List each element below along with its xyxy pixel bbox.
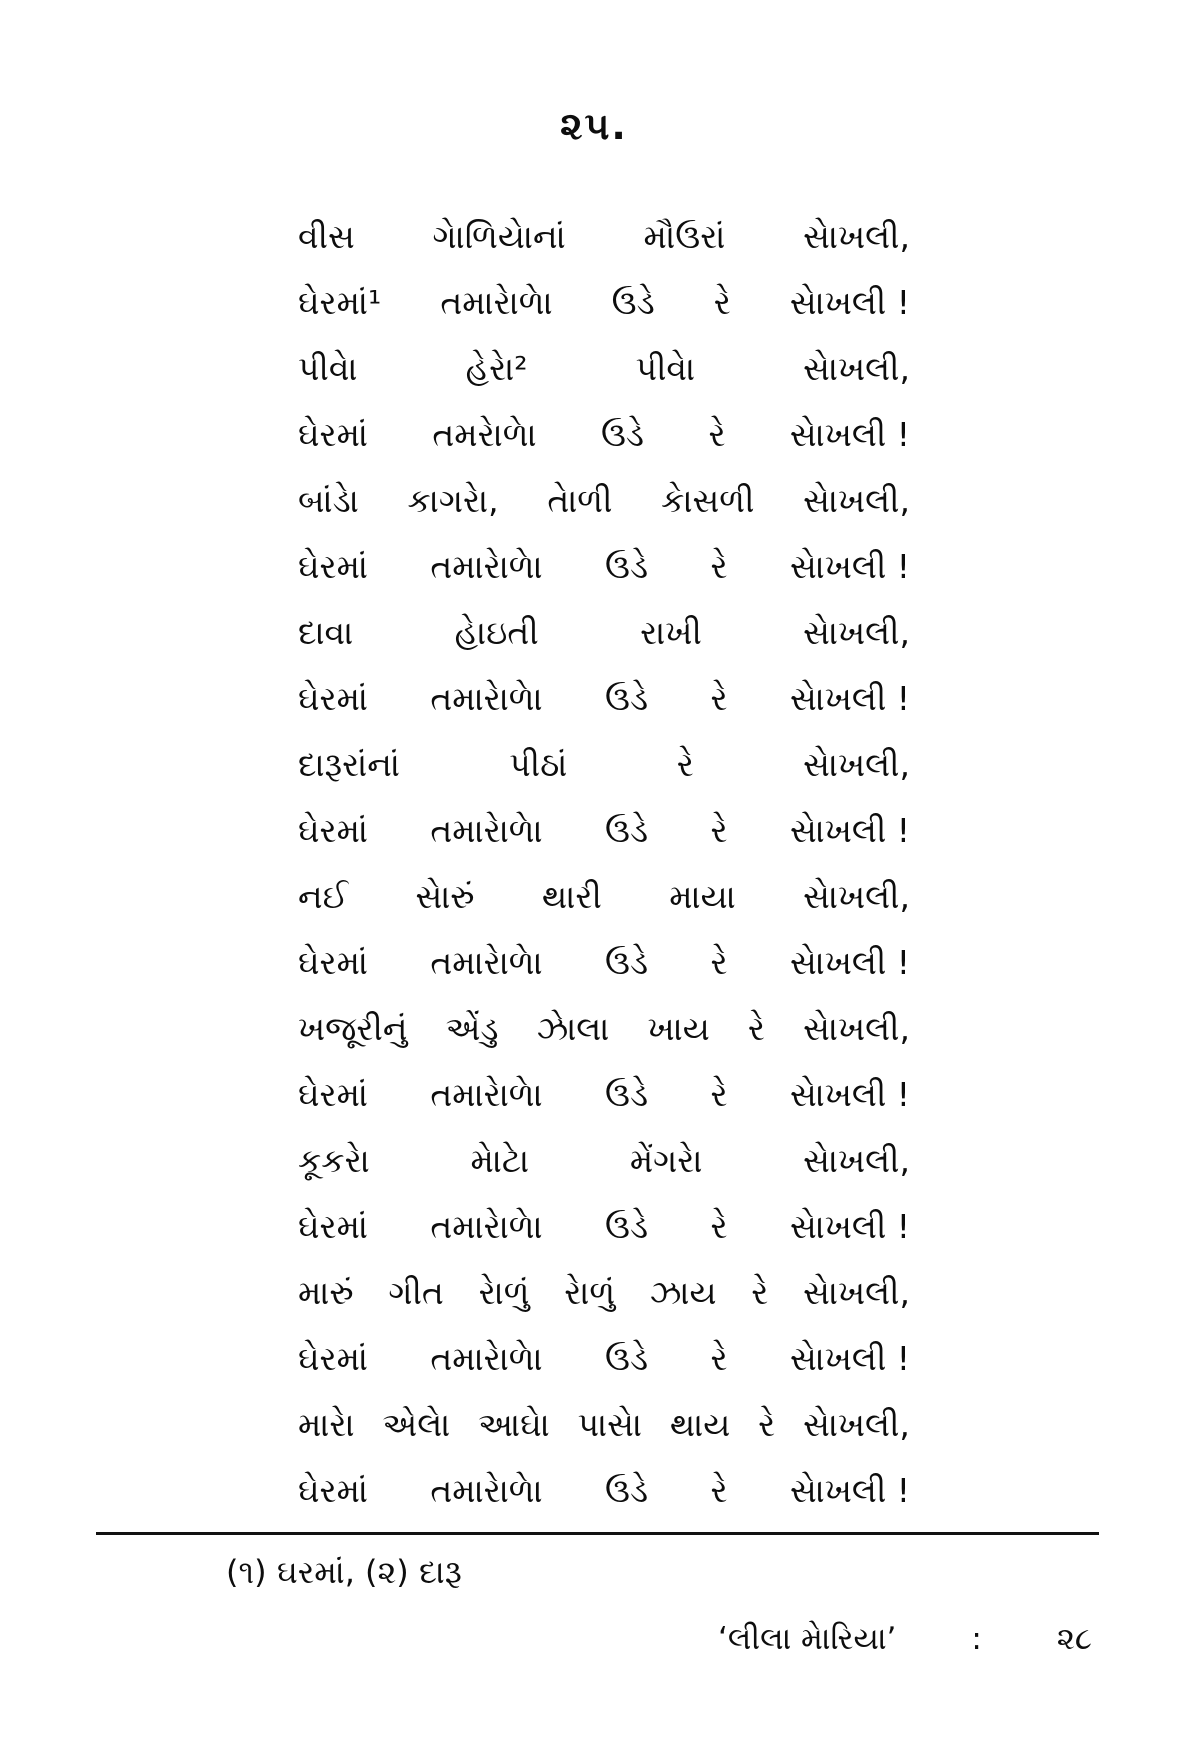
verse-word: કૂકરેા <box>298 1141 370 1180</box>
verse-word: રે <box>708 415 726 454</box>
verse-word: ખજૂરીનું <box>298 1009 408 1048</box>
verse-word: સેાખલી, <box>803 745 910 784</box>
verse-word: એંડુ <box>445 1009 499 1048</box>
verse-word: દાવા <box>298 613 354 652</box>
verse-word: ઘેરમાં¹ <box>298 283 382 322</box>
verse-line <box>298 270 910 336</box>
verse-line <box>298 1128 910 1194</box>
source-page-number: ૨૮ <box>1056 1621 1092 1657</box>
verse-line <box>298 1194 910 1260</box>
verse-word: સેાખલી ! <box>789 415 910 454</box>
verse-word: મેાટેા <box>470 1141 530 1180</box>
verse-word: તમારેાળેા <box>430 1471 543 1510</box>
verse-word: સેાખલી, <box>803 1141 910 1180</box>
verse-line <box>298 996 910 1062</box>
verse-word: સેાખલી ! <box>789 1339 910 1378</box>
verse-word: આઘેા <box>478 1405 550 1444</box>
verse-word: ઉડે <box>605 1207 649 1246</box>
source-separator: : <box>971 1621 982 1657</box>
verse-word: ઘેરમાં <box>298 1207 368 1246</box>
verse-line <box>298 1392 910 1458</box>
verse-line <box>298 534 910 600</box>
verse-word: વીસ <box>298 217 355 256</box>
verse-word: ઘેરમાં <box>298 1075 368 1114</box>
verse-line <box>298 1062 910 1128</box>
footnote: (૧) ઘરમાં, (૨) દારૂ <box>226 1553 462 1591</box>
verse-line <box>298 204 910 270</box>
verse-word: ખાય <box>647 1009 710 1048</box>
verse-word: સેારું <box>415 877 475 916</box>
verse-line <box>298 864 910 930</box>
verse-word: રે <box>710 1339 728 1378</box>
verse-word: ઉડે <box>605 811 649 850</box>
verse-word: તમારેાળેા <box>430 1339 543 1378</box>
verse-word: રેાળું <box>478 1273 530 1312</box>
verse-word: ગેાળિયેાનાં <box>432 217 566 256</box>
verse-word: તમારેાળેા <box>430 679 543 718</box>
verse-word: રે <box>751 1273 769 1312</box>
verse-word: થાય <box>669 1405 731 1444</box>
song-number: ૨૫. <box>560 104 628 148</box>
verse-word: હેાઇતી <box>454 613 539 652</box>
verse-word: તમારેાળેા <box>430 1207 543 1246</box>
verse-word: પીઠાં <box>509 745 568 784</box>
verse-word: ઉડે <box>605 1339 649 1378</box>
verse-word: ઉડે <box>611 283 655 322</box>
verse-word: મારેા <box>298 1405 355 1444</box>
verse-line <box>298 468 910 534</box>
verse-word: સેાખલી ! <box>789 679 910 718</box>
verse-word: સેાખલી ! <box>789 1075 910 1114</box>
verse-word: ઉડે <box>605 547 649 586</box>
verse-word: દારૂરાંનાં <box>298 745 400 784</box>
verse-line <box>298 600 910 666</box>
verse-word: રે <box>710 547 728 586</box>
verse-word: સેાખલી, <box>803 613 910 652</box>
verse-word: મારું <box>298 1273 354 1312</box>
verse-word: ઘેરમાં <box>298 415 368 454</box>
verse-word: સેાખલી, <box>803 1273 910 1312</box>
verse-word: રે <box>747 1009 765 1048</box>
verse-line <box>298 1326 910 1392</box>
verse-word: સેાખલી, <box>803 877 910 916</box>
verse-word: કેાસળી <box>661 481 755 520</box>
footnote-divider <box>96 1532 1099 1535</box>
verse-word: રે <box>710 1075 728 1114</box>
verse-word: રે <box>758 1405 776 1444</box>
verse-word: ઝાય <box>649 1273 717 1312</box>
verse-line <box>298 1458 910 1524</box>
verse-word: કાગરેા, <box>407 481 499 520</box>
verse-word: ઘેરમાં <box>298 811 368 850</box>
verse-word: ઘેરમાં <box>298 1471 368 1510</box>
verse-word: ઉડે <box>605 679 649 718</box>
verse-word: સેાખલી, <box>803 481 910 520</box>
verse-word: નઈ <box>298 877 349 916</box>
source-title: ‘લીલા મેારિયા’ <box>718 1621 897 1657</box>
verse-word: સેાખલી ! <box>789 943 910 982</box>
verse-line <box>298 336 910 402</box>
verse-word: રે <box>710 1471 728 1510</box>
verse-word: માયા <box>669 877 736 916</box>
verse-word: સેાખલી ! <box>789 283 910 322</box>
verse-word: થારી <box>541 877 602 916</box>
verse-word: મેંગરેા <box>629 1141 703 1180</box>
verse-word: સેાખલી, <box>803 217 910 256</box>
verse-word: સેાખલી ! <box>789 1471 910 1510</box>
verse-word: ઘેરમાં <box>298 1339 368 1378</box>
verse-word: પાસેા <box>577 1405 642 1444</box>
verse-word: પીવેા <box>635 349 696 388</box>
verse-word: ઉડે <box>600 415 645 454</box>
verse-word: રેાળું <box>564 1273 616 1312</box>
verse-word: સેાખલી, <box>803 1009 910 1048</box>
verse-word: ઘેરમાં <box>298 679 368 718</box>
verse-word: ગીત <box>388 1273 444 1312</box>
verse-word: તમારેાળેા <box>430 943 543 982</box>
verse-word: ઉડે <box>605 1471 649 1510</box>
verse-word: રે <box>710 679 728 718</box>
verse-word: સેાખલી ! <box>789 547 910 586</box>
verse-line <box>298 1260 910 1326</box>
verse-word: એલેા <box>382 1405 451 1444</box>
verse-word: ઘેરમાં <box>298 547 368 586</box>
verse-line <box>298 402 910 468</box>
verse-line <box>298 930 910 996</box>
verse-word: રાખી <box>640 613 702 652</box>
verse-word: સેાખલી ! <box>789 811 910 850</box>
verse-word: સેાખલી, <box>803 349 910 388</box>
verse-word: ઘેરમાં <box>298 943 368 982</box>
verse-line <box>298 666 910 732</box>
verse-word: તમારેાળેા <box>430 1075 543 1114</box>
song-verse <box>298 204 910 1524</box>
verse-word: પીવેા <box>298 349 358 388</box>
verse-word: રે <box>713 283 731 322</box>
verse-word: રે <box>710 811 728 850</box>
verse-word: ઝેાલા <box>536 1009 610 1048</box>
source-reference <box>718 1615 1092 1663</box>
verse-word: સેાખલી, <box>803 1405 910 1444</box>
verse-word: મૌઉરાં <box>643 217 726 256</box>
verse-word: રે <box>676 745 694 784</box>
verse-word: સેાખલી ! <box>789 1207 910 1246</box>
verse-word: ઉડે <box>605 1075 649 1114</box>
verse-word: તમારેાળેા <box>430 547 543 586</box>
verse-line <box>298 798 910 864</box>
verse-word: તમરેાળેા <box>432 415 537 454</box>
verse-word: ઉડે <box>605 943 649 982</box>
verse-word: બાંડેા <box>298 481 359 520</box>
verse-line <box>298 732 910 798</box>
verse-word: રે <box>710 943 728 982</box>
verse-word: હેરેા² <box>465 349 528 388</box>
verse-word: તમારેાળેા <box>430 811 543 850</box>
verse-word: રે <box>710 1207 728 1246</box>
verse-word: તમારેાળેા <box>440 283 553 322</box>
verse-word: તેાળી <box>547 481 613 520</box>
